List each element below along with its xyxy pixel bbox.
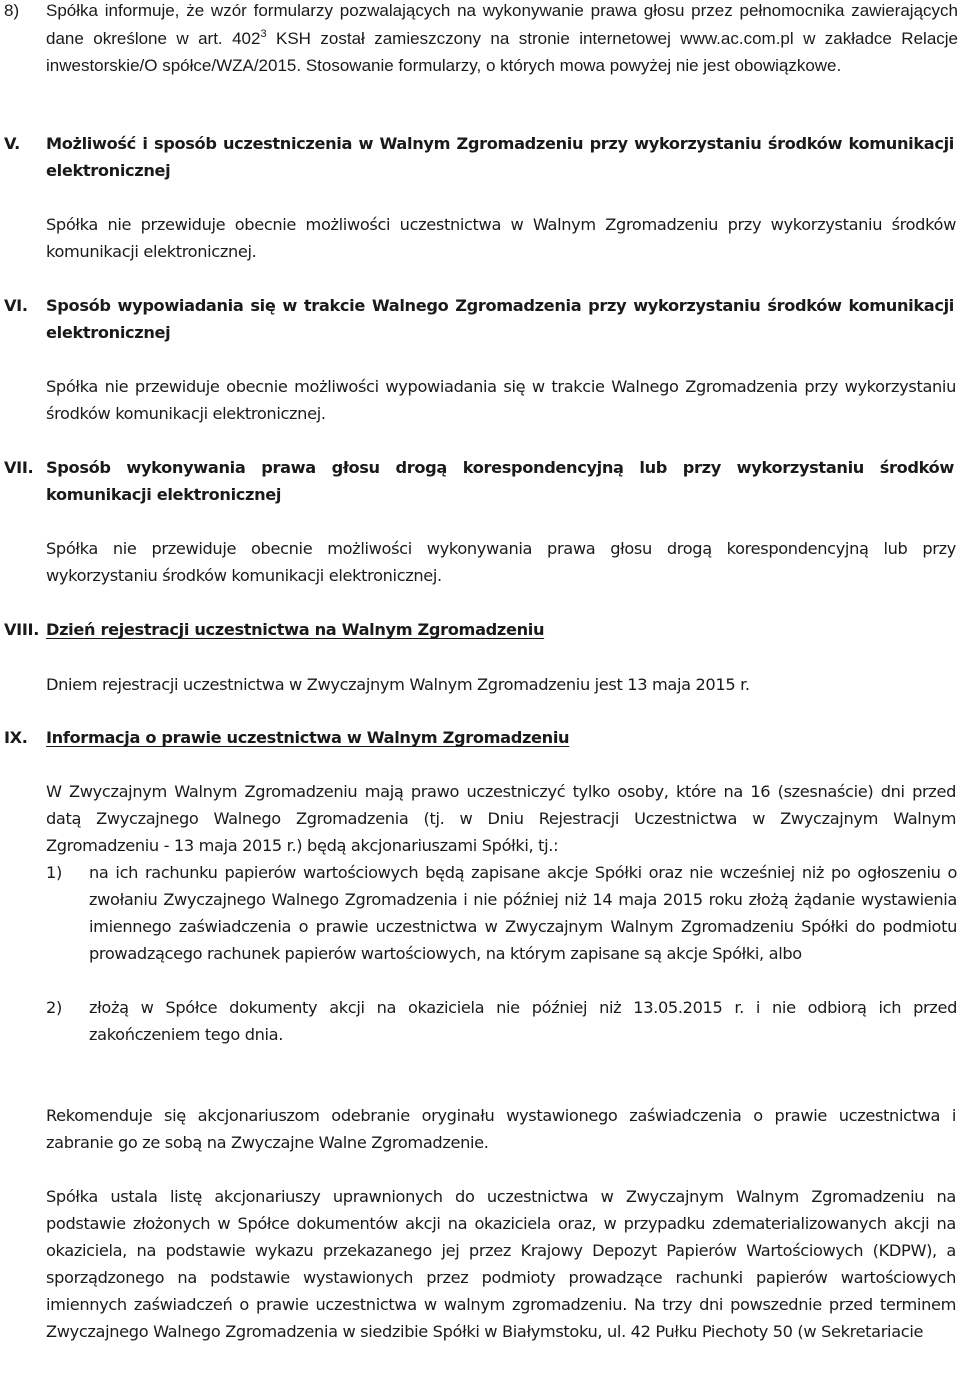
- list-item-text: złożą w Spółce dokumenty akcji na okaziciela nie później niż 13.05.2015 r. i nie odbiorą ich przed zakończeniem tego dnia.: [89, 998, 957, 1044]
- list-item-text: na ich rachunku papierów wartościowych będą zapisane akcje Spółki oraz nie wcześniej niż po ogłoszeniu o zwołaniu Zwyczajnego Walnego Zgromadzenia i nie później niż 14 maja 2015 roku złożą żądanie wystawienia imiennego zaświadczenia o prawie uczestnictwa w Zwyczajnym Walnym Zgromadzeniu Spółki do podmiotu prowadzącego rachunek papierów wartościowych, na którym zapisane są akcje Spółki, albo: [89, 863, 957, 963]
- section-title: Sposób wykonywania prawa głosu drogą korespondencyjną lub przy wykorzystaniu środków komunikacji elektronicznej: [46, 458, 954, 504]
- list-number: 8): [4, 1, 20, 20]
- section-paragraph: Rekomenduje się akcjonariuszom odebranie oryginału wystawionego zaświadczenia o prawie uczestnictwa i zabranie go ze sobą na Zwyczajne Walne Zgromadzenie.: [46, 1106, 956, 1152]
- superscript: 3: [260, 27, 267, 40]
- section-number: VIII.: [4, 620, 39, 639]
- section-paragraph: Dniem rejestracji uczestnictwa w Zwyczajnym Walnym Zgromadzeniu jest 13 maja 2015 r.: [46, 675, 750, 694]
- list-number: 2): [46, 998, 62, 1017]
- section-paragraph: Spółka ustala listę akcjonariuszy uprawnionych do uczestnictwa w Zwyczajnym Walnym Zgromadzeniu na podstawie złożonych w Spółce dokumentów akcji na okaziciela oraz, w przypadku zdematerializowanych akcji na okaziciela, na podstawie wykazu przekazanego jej przez Krajowy Depozyt Papierów Wartościowych (KDPW), a sporządzonego na podstawie wystawionych przez podmioty prowadzące rachunki papierów wartościowych imiennych zaświadczeń o prawie uczestnictwa w walnym zgromadzeniu. Na trzy dni powszednie przed terminem Zwyczajnego Walnego Zgromadzenia w siedzibie Spółki w Białymstoku, ul. 42 Pułku Piechoty 50 (w Sekretariacie: [46, 1187, 956, 1341]
- list-number: 1): [46, 863, 62, 882]
- section-paragraph: W Zwyczajnym Walnym Zgromadzeniu mają prawo uczestniczyć tylko osoby, które na 16 (szesnaście) dni przed datą Zwyczajnego Walnego Zgromadzenia (tj. w Dniu Rejestracji Uczestnictwa w Zwyczajnym Walnym Zgromadzeniu - 13 maja 2015 r.) będą akcjonariuszami Spółki, tj.:: [46, 782, 956, 855]
- section-paragraph: Spółka nie przewiduje obecnie możliwości wypowiadania się w trakcie Walnego Zgromadzenia przy wykorzystaniu środków komunikacji elektronicznej.: [46, 377, 956, 423]
- section-number: VI.: [4, 296, 28, 315]
- section-title: Sposób wypowiadania się w trakcie Walnego Zgromadzenia przy wykorzystaniu środków komunikacji elektronicznej: [46, 296, 954, 342]
- section-title-wrap: [46, 724, 954, 751]
- section-title: Możliwość i sposób uczestniczenia w Walnym Zgromadzeniu przy wykorzystaniu środków komunikacji elektronicznej: [46, 134, 954, 180]
- section-number: IX.: [4, 728, 28, 747]
- text-part: Spółka informuje, że wzór formularzy pozwalających na wykonywanie prawa głosu przez pełnomocnika zawierających dane określone w art. 402: [46, 1, 958, 48]
- section-title: Informacja o prawie uczestnictwa w Walnym Zgromadzeniu: [46, 728, 570, 747]
- section-paragraph: Spółka nie przewiduje obecnie możliwości wykonywania prawa głosu drogą korespondencyjną lub przy wykorzystaniu środków komunikacji elektronicznej.: [46, 539, 956, 585]
- section-title: Dzień rejestracji uczestnictwa na Walnym Zgromadzeniu: [46, 620, 545, 639]
- section-number: VII.: [4, 458, 34, 477]
- section-paragraph: Spółka nie przewiduje obecnie możliwości uczestnictwa w Walnym Zgromadzeniu przy wykorzystaniu środków komunikacji elektronicznej.: [46, 215, 956, 261]
- section-title-wrap: [46, 616, 954, 643]
- section-number: V.: [4, 134, 20, 153]
- list-item-text: [46, 0, 958, 80]
- text-part: KSH został zamieszczony na stronie internetowej www.ac.com.pl w zakładce Relacje inwestorskie/O spółce/WZA/2015. Stosowanie formularzy, o których mowa powyżej nie jest obowiązkowe.: [46, 28, 959, 75]
